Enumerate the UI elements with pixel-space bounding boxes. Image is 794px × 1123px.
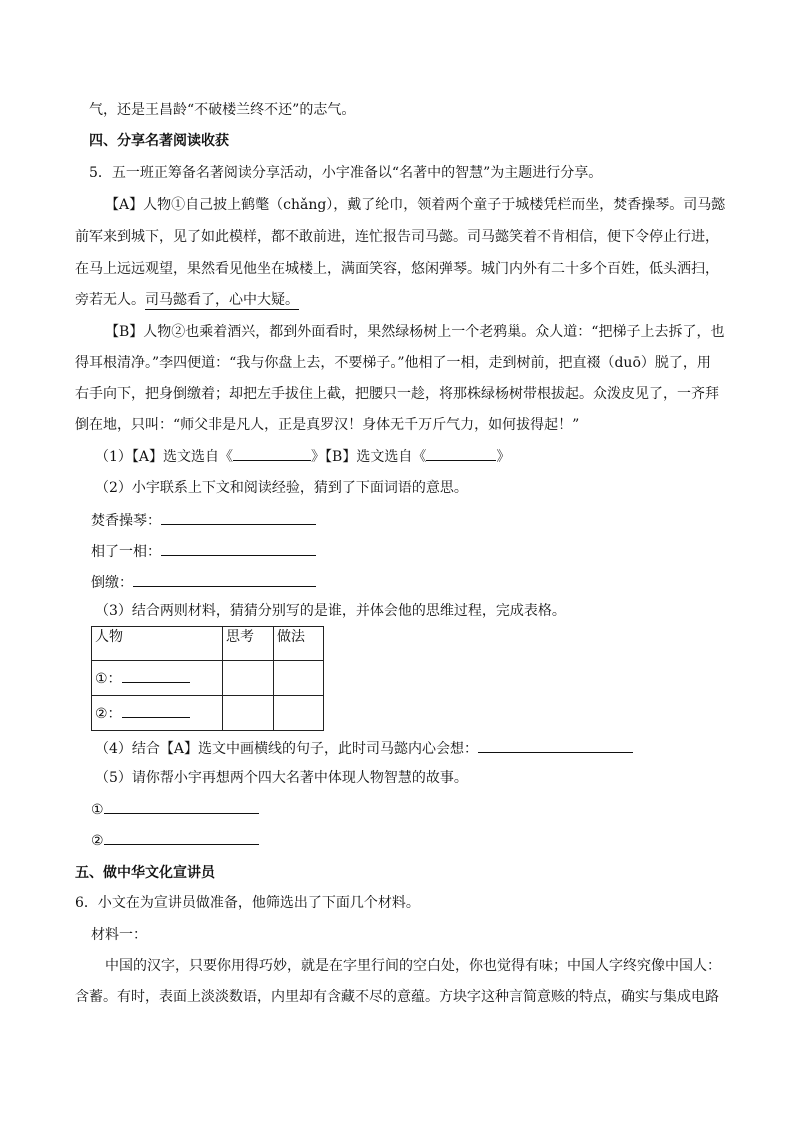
passage-a-line-3: 在马上远远观望，果然看见他坐在城楼上，满面笑容，悠闲弹琴。城门内外有二十多个百姓，低头洒扫，	[75, 261, 719, 277]
answer-table	[91, 626, 324, 731]
person-2-label: ②：	[95, 705, 122, 722]
word-item-1	[91, 510, 316, 531]
table-header-cell: 做法	[274, 627, 324, 661]
table-cell-think-1[interactable]	[223, 661, 274, 696]
subquestion-1-text-c: 》	[496, 449, 511, 465]
table-cell-person-1	[92, 661, 223, 696]
story-number: ①	[91, 802, 104, 818]
answer-blank-word-3[interactable]	[133, 572, 316, 587]
passage-b-line-1: 【B】人物②也乘着酒兴，都到外面看时，果然绿杨树上一个老鸦巢。众人道：“把梯子上去拆了，也	[105, 324, 725, 340]
underlined-sentence: 司马懿看了，心中大疑。	[145, 292, 299, 308]
story-item-1	[91, 799, 259, 820]
subquestion-1-text-a: （1）【A】选文选自《	[95, 449, 234, 465]
passage-a-text: 旁若无人。	[75, 292, 145, 308]
answer-blank-person-2[interactable]	[122, 703, 190, 718]
table-header-row	[92, 627, 324, 661]
word-item-3	[91, 572, 316, 593]
word-label: 倒缴：	[91, 575, 133, 591]
passage-a-line-1: 【A】人物①自己披上鹤氅（chǎng），戴了纶巾，领着两个童子于城楼凭栏而坐，焚香操琴。司马懿	[105, 197, 726, 213]
answer-blank-story-1[interactable]	[104, 799, 259, 814]
question-5-stem: 5．五一班正筹备名著阅读分享活动，小宇准备以“名著中的智慧”为主题进行分享。	[89, 165, 603, 181]
subquestion-4	[95, 738, 633, 759]
table-cell-person-2	[92, 696, 223, 731]
section-heading-5: 五、做中华文化宣讲员	[75, 865, 215, 881]
material-1-line-2: 含蓄。有时，表面上淡淡数语，内里却有含藏不尽的意蕴。方块字这种言简意赅的特点，确实与集成电路	[75, 989, 719, 1005]
story-item-2	[91, 830, 259, 851]
word-item-2	[91, 541, 316, 562]
answer-blank-story-2[interactable]	[104, 830, 259, 845]
answer-blank-word-1[interactable]	[161, 510, 316, 525]
story-number: ②	[91, 833, 104, 849]
table-row	[92, 661, 324, 696]
subquestion-4-text: （4）结合【A】选文中画横线的句子，此时司马懿内心会想：	[95, 741, 479, 757]
answer-blank-source-a[interactable]	[233, 446, 311, 461]
table-cell-do-1[interactable]	[274, 661, 324, 696]
subquestion-5: （5）请你帮小宇再想两个四大名著中体现人物智慧的故事。	[95, 770, 468, 786]
section-heading-4: 四、分享名著阅读收获	[89, 133, 229, 149]
question-6-stem: 6．小文在为宣讲员做准备，他筛选出了下面几个材料。	[75, 895, 420, 911]
subquestion-3: （3）结合两则材料，猜猜分别写的是谁，并体会他的思维过程，完成表格。	[95, 603, 566, 619]
passage-b-line-2: 得耳根清净。”李四便道：“我与你盘上去，不要梯子。”他相了一相，走到树前，把直裰（duō）脱了，用	[75, 355, 711, 371]
passage-b-line-3: 右手向下，把身倒缴着；却把左手拔住上截，把腰只一趁，将那株绿杨树带根拔起。众泼皮见了，一齐拜	[75, 386, 719, 402]
table-cell-do-2[interactable]	[274, 696, 324, 731]
answer-blank-source-b[interactable]	[426, 446, 496, 461]
passage-a-line-4	[75, 290, 299, 310]
table-header-cell: 思考	[223, 627, 274, 661]
subquestion-1-text-b: 》【B】选文选自《	[311, 449, 427, 465]
passage-a-line-2: 前军来到城下，见了如此模样，都不敢前进，连忙报告司马懿。司马懿笑着不肯相信，便下令停止行进，	[75, 229, 719, 245]
material-1-line-1: 中国的汉字，只要你用得巧妙，就是在字里行间的空白处，你也觉得有味；中国人字终究像中国人：	[105, 958, 721, 974]
subquestion-1	[95, 446, 510, 467]
passage-b-line-4: 倒在地，只叫：“师父非是凡人，正是真罗汉！身体无千万斤气力，如何拔得起！”	[75, 417, 580, 433]
answer-blank-sima-thought[interactable]	[478, 738, 633, 753]
table-cell-think-2[interactable]	[223, 696, 274, 731]
word-label: 相了一相：	[91, 544, 161, 560]
table-row	[92, 696, 324, 731]
subquestion-2: （2）小宇联系上下文和阅读经验，猜到了下面词语的意思。	[95, 480, 468, 496]
paragraph-line: 气，还是王昌龄“不破楼兰终不还”的志气。	[89, 102, 356, 118]
table-header-cell: 人物	[92, 627, 223, 661]
person-1-label: ①：	[95, 670, 122, 687]
answer-blank-person-1[interactable]	[122, 668, 190, 683]
answer-blank-word-2[interactable]	[161, 541, 316, 556]
material-1-label: 材料一：	[91, 927, 147, 943]
word-label: 焚香操琴：	[91, 513, 161, 529]
